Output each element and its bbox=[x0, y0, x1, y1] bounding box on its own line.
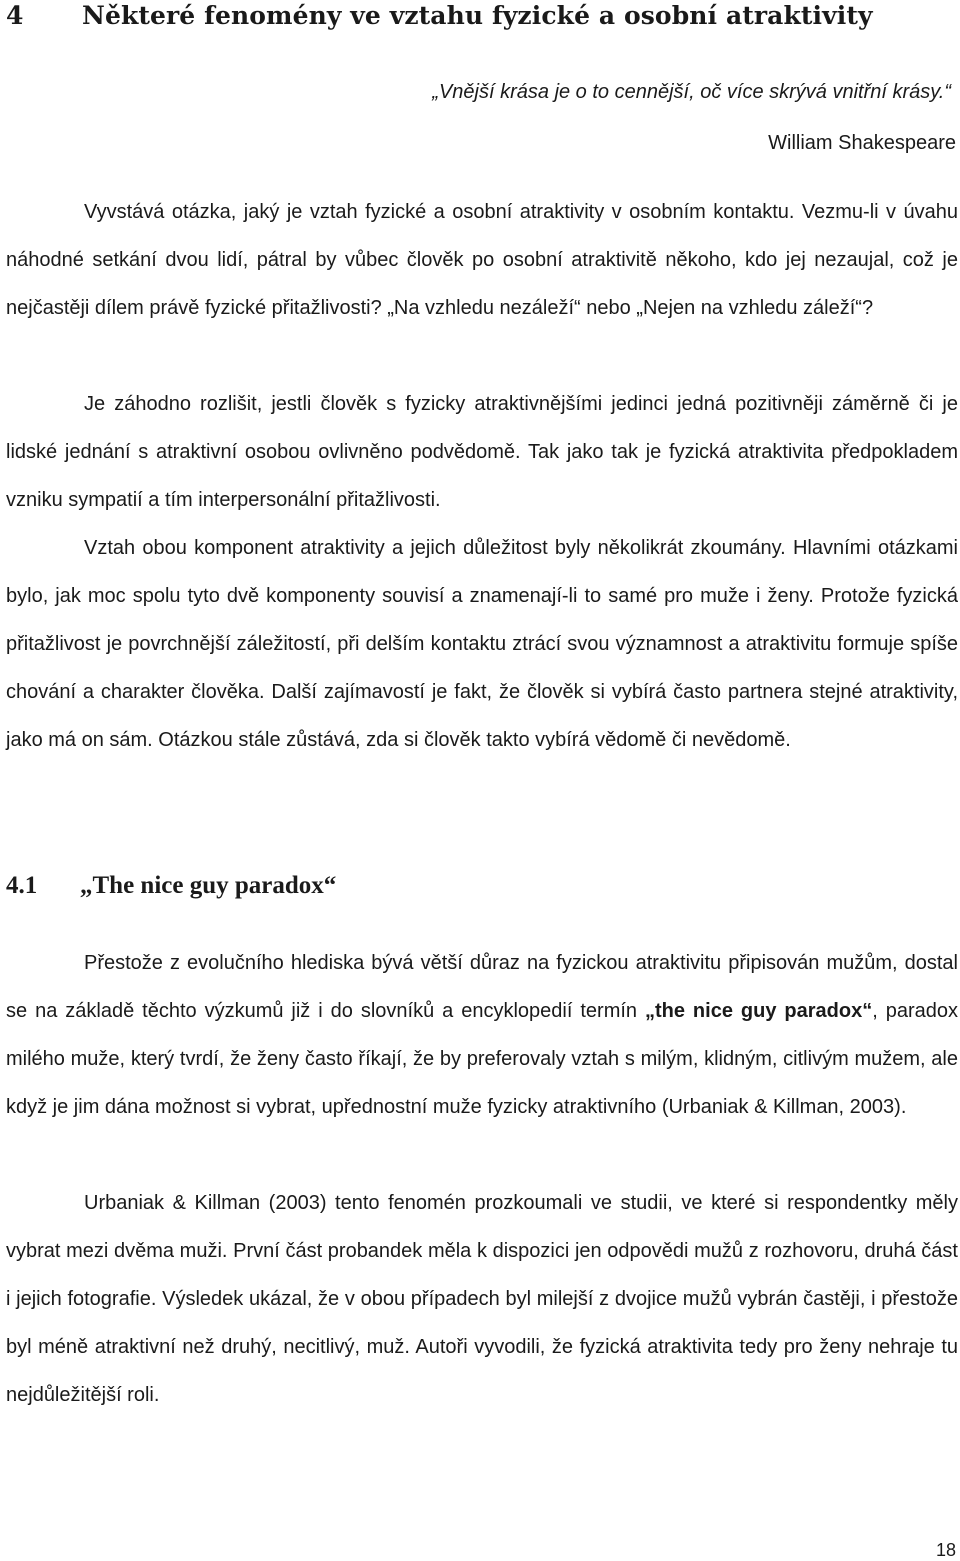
chapter-number: 4 bbox=[6, 1, 24, 30]
motto-quote: „Vnější krása je o to cennější, oč více skrývá vnitřní krásy.“ bbox=[432, 81, 951, 103]
paragraph-5: Urbaniak & Killman (2003) tento fenomén prozkoumali ve studii, ve které si respondentky měly vybrat mezi dvěma muži. První část probandek měla k dispozici jen odpovědi mužů z rozhovoru, druhá část i jejich fotografie. Výsledek ukázal, že v obou případech byl milejší z dvojice mužů vybrán častěji, i přestože byl méně atraktivní než druhý, necitlivý, muž. Autoři vyvodili, že fyzická atraktivita tedy pro ženy nehraje tu nejdůležitější roli. bbox=[6, 1192, 958, 1406]
chapter-title: Některé fenomény ve vztahu fyzické a osobní atraktivity bbox=[82, 1, 873, 30]
paragraph-2: Je záhodno rozlišit, jestli člověk s fyzicky atraktivnějšími jedinci jedná pozitivněji záměrně či je lidské jednání s atraktivní osobou ovlivněno podvědomě. Tak jako tak je fyzická atraktivita předpokladem vzniku sympatií a tím interpersonální přitažlivosti. bbox=[6, 393, 958, 511]
paragraph-4 bbox=[6, 939, 958, 1131]
paragraph-4-text-start: Přestože z evolučního hlediska bývá větší důraz na fyzickou atraktivitu připisován mužům, dostal se na základě těchto výzkumů již i do slovníků a encyklopedií termín bbox=[6, 952, 958, 1022]
section-heading bbox=[6, 868, 336, 904]
section-number: 4.1 bbox=[6, 872, 38, 899]
term-nice-guy-paradox: „the nice guy paradox“ bbox=[644, 1000, 873, 1022]
paragraph-3: Vztah obou komponent atraktivity a jejich důležitost byly několikrát zkoumány. Hlavními otázkami bylo, jak moc spolu tyto dvě komponenty souvisí a znamenají-li to samé pro muže i ženy. Protože fyzická přitažlivost je povrchnější záležitostí, při delším kontaktu ztrácí svou významnost a atraktivitu formuje spíše chování a charakter člověka. Další zajímavostí je fakt, že člověk si vybírá často partnera stejné atraktivity, jako má on sám. Otázkou stále zůstává, zda si člověk takto vybírá vědomě či nevědomě. bbox=[6, 537, 958, 751]
paragraph-4-text-end: , paradox milého muže, který tvrdí, že ženy často říkají, že by preferovaly vztah s milým, klidným, citlivým mužem, ale když je jim dána možnost si vybrat, upřednostní muže fyzicky atraktivního (Urbaniak & Killman, 2003). bbox=[6, 1000, 958, 1118]
paragraph-1: Vyvstává otázka, jaký je vztah fyzické a osobní atraktivity v osobním kontaktu. Vezmu-li v úvahu náhodné setkání dvou lidí, pátral by vůbec člověk po osobní atraktivitě někoho, kdo jej nezaujal, což je nejčastěji dílem právě fyzické přitažlivosti? „Na vzhledu nezáleží“ nebo „Nejen na vzhledu záleží“? bbox=[6, 201, 958, 319]
page-number: 18 bbox=[935, 1540, 956, 1560]
chapter-heading bbox=[6, 0, 873, 32]
section-title: „The nice guy paradox“ bbox=[80, 872, 337, 899]
motto-author: William Shakespeare bbox=[768, 132, 956, 154]
